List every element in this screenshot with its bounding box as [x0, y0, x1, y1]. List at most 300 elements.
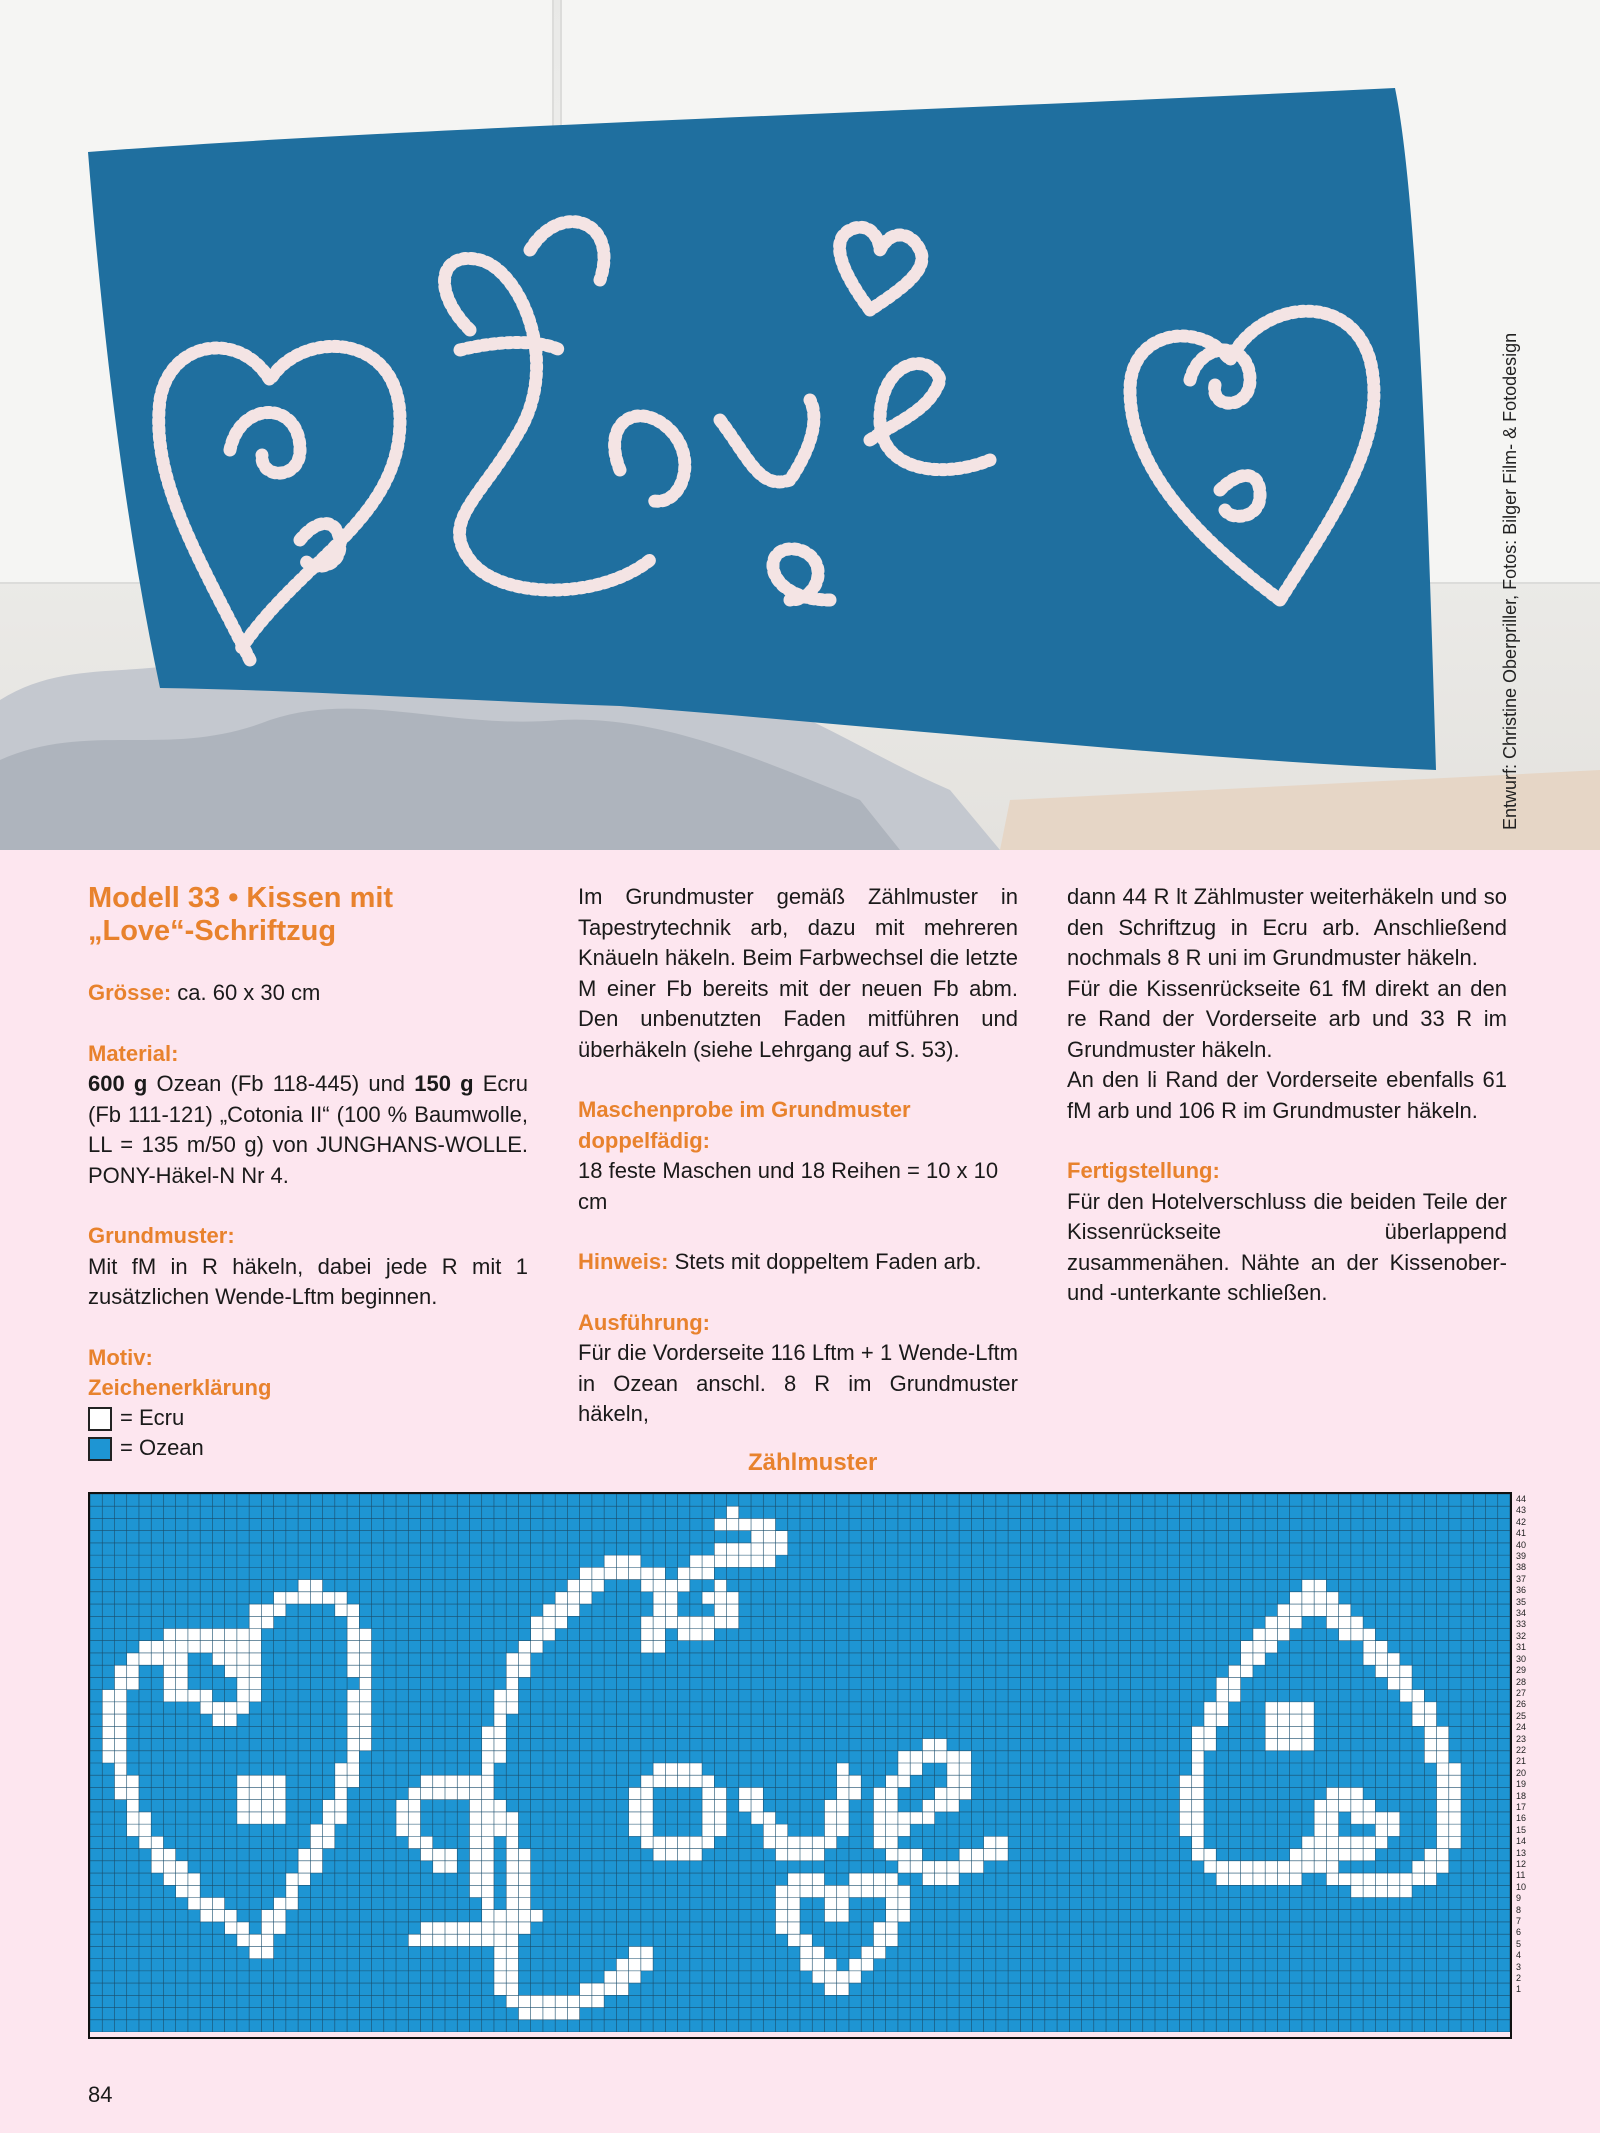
ecru-stitch — [445, 1934, 457, 1946]
ecru-stitch — [469, 1775, 481, 1787]
ecru-stitch — [261, 1910, 273, 1922]
ecru-stitch — [1277, 1861, 1289, 1873]
legend-heading: Zeichenerklärung — [88, 1375, 272, 1400]
ecru-stitch — [225, 1922, 237, 1934]
pillow-photo — [0, 0, 1600, 850]
ecru-stitch — [837, 1983, 849, 1995]
ecru-stitch — [922, 1800, 934, 1812]
ecru-stitch — [959, 1861, 971, 1873]
grundmuster-text: Mit fM in R häkeln, dabei jede R mit 1 zusätzlichen Wende-Lftm beginnen. — [88, 1253, 528, 1309]
ecru-stitch — [518, 1910, 530, 1922]
ecru-stitch — [873, 1873, 885, 1885]
ecru-stitch — [567, 1995, 579, 2007]
ecru-stitch — [837, 1800, 849, 1812]
ecru-stitch — [702, 1555, 714, 1567]
ecru-stitch — [727, 1604, 739, 1616]
ecru-stitch — [114, 1775, 126, 1787]
ecru-stitch — [1228, 1665, 1240, 1677]
ecru-stitch — [714, 1824, 726, 1836]
ecru-stitch — [751, 1812, 763, 1824]
ecru-stitch — [506, 1836, 518, 1848]
ecru-stitch — [678, 1616, 690, 1628]
ecru-stitch — [249, 1604, 261, 1616]
ecru-stitch — [641, 1787, 653, 1799]
ecru-stitch — [469, 1922, 481, 1934]
ecru-stitch — [653, 1849, 665, 1861]
ecru-stitch — [616, 1983, 628, 1995]
ecru-stitch — [824, 1800, 836, 1812]
ecru-stitch — [702, 1812, 714, 1824]
ecru-stitch — [506, 1946, 518, 1958]
ecru-stitch — [1204, 1714, 1216, 1726]
ecru-stitch — [616, 1959, 628, 1971]
ecru-stitch — [1326, 1849, 1338, 1861]
ecru-stitch — [494, 1702, 506, 1714]
ecru-stitch — [469, 1812, 481, 1824]
ecru-stitch — [274, 1592, 286, 1604]
ecru-stitch — [1290, 1616, 1302, 1628]
ecru-stitch — [959, 1763, 971, 1775]
ecru-stitch — [1326, 1592, 1338, 1604]
ecru-stitch — [922, 1873, 934, 1885]
ecru-stitch — [984, 1849, 996, 1861]
ecru-stitch — [690, 1763, 702, 1775]
ecru-stitch — [163, 1690, 175, 1702]
ecru-stitch — [1290, 1702, 1302, 1714]
ecru-stitch — [163, 1653, 175, 1665]
ecru-stitch — [1437, 1812, 1449, 1824]
row-number: 3 — [1516, 1961, 1522, 1972]
ecru-stitch — [898, 1885, 910, 1897]
ecru-stitch — [555, 1604, 567, 1616]
ecru-stitch — [714, 1812, 726, 1824]
ecru-stitch — [629, 1567, 641, 1579]
ecru-stitch — [1302, 1861, 1314, 1873]
ecru-stitch — [151, 1861, 163, 1873]
ecru-stitch — [849, 1959, 861, 1971]
ecru-stitch — [1449, 1824, 1461, 1836]
ecru-stitch — [800, 1959, 812, 1971]
ecru-stitch — [1326, 1787, 1338, 1799]
ecru-stitch — [286, 1885, 298, 1897]
ecru-stitch — [494, 1959, 506, 1971]
ecru-stitch — [506, 1861, 518, 1873]
ecru-stitch — [249, 1690, 261, 1702]
ecru-stitch — [616, 1555, 628, 1567]
ecru-stitch — [261, 1922, 273, 1934]
legend-ecru-label: = Ecru — [120, 1405, 185, 1431]
ecru-stitch — [469, 1787, 481, 1799]
ecru-stitch — [310, 1836, 322, 1848]
ecru-stitch — [812, 1971, 824, 1983]
ecru-stitch — [1363, 1849, 1375, 1861]
ecru-stitch — [837, 1885, 849, 1897]
ecru-stitch — [225, 1641, 237, 1653]
execution-heading: Ausführung: — [578, 1309, 710, 1335]
ecru-stitch — [359, 1677, 371, 1689]
ecru-stitch — [1351, 1849, 1363, 1861]
ecru-stitch — [861, 1873, 873, 1885]
ecru-stitch — [396, 1812, 408, 1824]
ecru-stitch — [1339, 1616, 1351, 1628]
ecru-stitch — [1375, 1885, 1387, 1897]
ecru-stitch — [800, 1946, 812, 1958]
back-right-text: Für die Kissenrückseite 61 fM direkt an den re Rand der Vorderseite arb und 33 R im Grundmuster häkeln. — [1067, 975, 1507, 1062]
ecru-stitch — [763, 1555, 775, 1567]
ecru-stitch — [1351, 1800, 1363, 1812]
ecru-stitch — [873, 1836, 885, 1848]
ecru-stitch — [494, 1922, 506, 1934]
ecru-stitch — [714, 1592, 726, 1604]
ecru-stitch — [347, 1763, 359, 1775]
ecru-stitch — [176, 1873, 188, 1885]
ecru-stitch — [1326, 1812, 1338, 1824]
size-line — [88, 978, 528, 1009]
ecru-stitch — [873, 1824, 885, 1836]
ecru-stitch — [274, 1812, 286, 1824]
ecru-stitch — [359, 1714, 371, 1726]
ecru-stitch — [347, 1641, 359, 1653]
ecru-stitch — [1216, 1702, 1228, 1714]
ecru-stitch — [776, 1531, 788, 1543]
ecru-stitch — [1302, 1702, 1314, 1714]
ecru-stitch — [788, 1836, 800, 1848]
ecru-stitch — [837, 1812, 849, 1824]
ecru-stitch — [1351, 1885, 1363, 1897]
ecru-stitch — [421, 1787, 433, 1799]
ecru-stitch — [102, 1690, 114, 1702]
ecru-stitch — [237, 1775, 249, 1787]
ecru-stitch — [225, 1714, 237, 1726]
ecru-stitch — [261, 1812, 273, 1824]
ecru-stitch — [176, 1629, 188, 1641]
ecru-stitch — [1302, 1592, 1314, 1604]
ecru-stitch — [641, 1567, 653, 1579]
ecru-stitch — [629, 1787, 641, 1799]
ecru-stitch — [506, 1910, 518, 1922]
ecru-stitch — [1302, 1604, 1314, 1616]
ecru-stitch — [1192, 1812, 1204, 1824]
row-number: 25 — [1516, 1710, 1527, 1721]
ecru-stitch — [763, 1543, 775, 1555]
ecru-stitch — [1400, 1873, 1412, 1885]
ecru-stitch — [1437, 1849, 1449, 1861]
ecru-stitch — [249, 1787, 261, 1799]
ecru-stitch — [200, 1702, 212, 1714]
ecru-stitch — [800, 1934, 812, 1946]
ecru-stitch — [702, 1629, 714, 1641]
ecru-stitch — [824, 1910, 836, 1922]
ecru-stitch — [714, 1580, 726, 1592]
ecru-stitch — [837, 1971, 849, 1983]
ecru-stitch — [518, 1922, 530, 1934]
material-text-1: Ozean (Fb 118-445) und — [147, 1071, 415, 1096]
ecru-stitch — [1277, 1702, 1289, 1714]
ecru-stitch — [1437, 1800, 1449, 1812]
ecru-stitch — [849, 1787, 861, 1799]
ecru-stitch — [1339, 1787, 1351, 1799]
ecru-stitch — [1375, 1873, 1387, 1885]
ecru-stitch — [506, 1824, 518, 1836]
ecru-stitch — [641, 1616, 653, 1628]
column-2 — [578, 882, 1018, 1430]
ecru-stitch — [959, 1751, 971, 1763]
ecru-stitch — [249, 1775, 261, 1787]
ecru-stitch — [776, 1849, 788, 1861]
ecru-stitch — [114, 1714, 126, 1726]
ecru-stitch — [751, 1787, 763, 1799]
ecru-stitch — [1412, 1873, 1424, 1885]
chart-title: Zählmuster — [748, 1449, 878, 1476]
ecru-stitch — [849, 1873, 861, 1885]
ecru-stitch — [812, 1959, 824, 1971]
ecru-stitch — [1290, 1592, 1302, 1604]
ecru-stitch — [200, 1641, 212, 1653]
ecru-stitch — [506, 1995, 518, 2007]
ecru-stitch — [935, 1800, 947, 1812]
ecru-stitch — [886, 1812, 898, 1824]
ecru-stitch — [910, 1763, 922, 1775]
row-number: 22 — [1516, 1744, 1527, 1755]
row-number: 6 — [1516, 1927, 1522, 1938]
ecru-stitch — [1363, 1629, 1375, 1641]
stitch-chart-grid — [90, 1494, 1510, 2032]
row-number: 8 — [1516, 1904, 1522, 1915]
ecru-stitch — [1302, 1580, 1314, 1592]
ecru-stitch — [629, 1800, 641, 1812]
ecru-stitch — [1216, 1873, 1228, 1885]
ecru-stitch — [469, 1836, 481, 1848]
ecru-stitch — [1314, 1861, 1326, 1873]
ecru-stitch — [1437, 1775, 1449, 1787]
ecru-stitch — [1351, 1787, 1363, 1799]
ecru-stitch — [751, 1800, 763, 1812]
ecru-stitch — [886, 1873, 898, 1885]
ecru-stitch — [237, 1934, 249, 1946]
ecru-stitch — [237, 1677, 249, 1689]
material-text — [88, 1069, 528, 1191]
ecru-stitch — [114, 1665, 126, 1677]
ecru-stitch — [1449, 1787, 1461, 1799]
ecru-stitch — [837, 1898, 849, 1910]
ecru-stitch — [543, 1604, 555, 1616]
ecru-stitch — [494, 1714, 506, 1726]
ecru-stitch — [237, 1787, 249, 1799]
ecru-stitch — [837, 1824, 849, 1836]
ecru-stitch — [1192, 1751, 1204, 1763]
ecru-stitch — [947, 1775, 959, 1787]
ecru-stitch — [641, 1824, 653, 1836]
ecru-stitch — [1216, 1690, 1228, 1702]
title-line-2: „Love“-Schriftzug — [88, 915, 337, 947]
ecru-stitch — [114, 1787, 126, 1799]
ecru-stitch — [506, 1971, 518, 1983]
ecru-stitch — [274, 1775, 286, 1787]
ecru-stitch — [359, 1665, 371, 1677]
ecru-stitch — [408, 1787, 420, 1799]
ecru-stitch — [1314, 1836, 1326, 1848]
ecru-stitch — [1375, 1641, 1387, 1653]
ecru-stitch — [237, 1812, 249, 1824]
ecru-stitch — [445, 1775, 457, 1787]
ecru-stitch — [1290, 1861, 1302, 1873]
row-number: 29 — [1516, 1665, 1527, 1676]
ecru-stitch — [1314, 1812, 1326, 1824]
ecru-stitch — [200, 1898, 212, 1910]
ecru-stitch — [763, 1518, 775, 1530]
ecru-stitch — [1437, 1824, 1449, 1836]
ecru-stitch — [212, 1641, 224, 1653]
ecru-stitch — [1363, 1800, 1375, 1812]
ecru-stitch — [518, 1861, 530, 1873]
ecru-stitch — [261, 1616, 273, 1628]
ecru-stitch — [127, 1812, 139, 1824]
row-number: 35 — [1516, 1596, 1527, 1607]
ecru-stitch — [518, 2008, 530, 2020]
ecru-stitch — [788, 1849, 800, 1861]
ecru-stitch — [849, 1971, 861, 1983]
ecru-stitch — [1179, 1787, 1191, 1799]
ecru-stitch — [580, 1983, 592, 1995]
ecru-stitch — [1375, 1836, 1387, 1848]
ecru-stitch — [567, 1580, 579, 1592]
ecru-stitch — [225, 1702, 237, 1714]
ecru-stitch — [886, 1934, 898, 1946]
ecru-stitch — [1424, 1739, 1436, 1751]
row-number: 11 — [1516, 1870, 1526, 1881]
ecru-stitch — [469, 1885, 481, 1897]
ecru-stitch — [212, 1898, 224, 1910]
ecru-stitch — [225, 1910, 237, 1922]
ecru-stitch — [433, 1934, 445, 1946]
hint-label: Hinweis: — [578, 1249, 669, 1274]
ecru-stitch — [261, 1604, 273, 1616]
ecru-stitch — [653, 1775, 665, 1787]
ecru-stitch — [494, 1910, 506, 1922]
ecru-stitch — [225, 1653, 237, 1665]
ecru-stitch — [580, 1567, 592, 1579]
ecru-stitch — [641, 1959, 653, 1971]
ecru-stitch — [678, 1775, 690, 1787]
ecru-stitch — [641, 1836, 653, 1848]
ecru-stitch — [494, 1800, 506, 1812]
ecru-stitch — [531, 1641, 543, 1653]
ecru-stitch — [286, 1873, 298, 1885]
legend-ecru — [88, 1404, 528, 1434]
ozean-swatch — [88, 1437, 112, 1461]
ecru-stitch — [580, 1580, 592, 1592]
ecru-stitch — [702, 1800, 714, 1812]
ecru-stitch — [898, 1763, 910, 1775]
ecru-stitch — [1326, 1800, 1338, 1812]
ecru-stitch — [1228, 1677, 1240, 1689]
ecru-stitch — [1314, 1604, 1326, 1616]
ecru-stitch — [506, 1959, 518, 1971]
ecru-stitch — [1277, 1629, 1289, 1641]
ecru-stitch — [1314, 1800, 1326, 1812]
ecru-stitch — [910, 1861, 922, 1873]
ecru-stitch — [898, 1812, 910, 1824]
ecru-stitch — [127, 1653, 139, 1665]
ecru-stitch — [1412, 1861, 1424, 1873]
ecru-stitch — [237, 1922, 249, 1934]
ecru-stitch — [163, 1861, 175, 1873]
ecru-stitch — [678, 1580, 690, 1592]
ecru-stitch — [1265, 1629, 1277, 1641]
ecru-stitch — [1277, 1714, 1289, 1726]
ecru-stitch — [335, 1592, 347, 1604]
ecru-stitch — [1228, 1690, 1240, 1702]
ecru-stitch — [518, 1641, 530, 1653]
row-number: 36 — [1516, 1585, 1527, 1596]
material-text-2: Ecru (Fb 111-121) „Cotonia II“ (100 % Baumwolle, LL = 135 m/50 g) von JUNGHANS-WOLLE. PONY-Häkel-N Nr 4. — [88, 1071, 528, 1188]
ecru-stitch — [1241, 1641, 1253, 1653]
ecru-stitch — [653, 1580, 665, 1592]
ecru-stitch — [898, 1861, 910, 1873]
ecru-stitch — [482, 1824, 494, 1836]
ecru-stitch — [1314, 1592, 1326, 1604]
ecru-stitch — [567, 1604, 579, 1616]
ecru-stitch — [1228, 1873, 1240, 1885]
ecru-stitch — [127, 1787, 139, 1799]
ecru-stitch — [873, 1922, 885, 1934]
ecru-stitch — [1400, 1690, 1412, 1702]
ecru-stitch — [237, 1629, 249, 1641]
ecru-stitch — [555, 1592, 567, 1604]
ecru-stitch — [1412, 1702, 1424, 1714]
ecru-stitch — [824, 1983, 836, 1995]
ecru-stitch — [1424, 1873, 1436, 1885]
row-number: 14 — [1516, 1836, 1527, 1847]
ecru-stitch — [237, 1641, 249, 1653]
ecru-stitch — [665, 1580, 677, 1592]
ecru-stitch — [482, 1787, 494, 1799]
ecru-stitch — [567, 2008, 579, 2020]
ecru-stitch — [1388, 1812, 1400, 1824]
ecru-stitch — [653, 1616, 665, 1628]
ecru-stitch — [1351, 1629, 1363, 1641]
ecru-stitch — [678, 1629, 690, 1641]
ecru-stitch — [959, 1787, 971, 1799]
ecru-stitch — [861, 1885, 873, 1897]
ecru-stitch — [433, 1787, 445, 1799]
tapestry-text: Im Grundmuster gemäß Zählmuster in Tapestrytechnik arb, dazu mit mehreren Knäueln häkeln. Beim Farbwechsel die letzte M einer Fb bereits mit der neuen Fb abm. Den unbenutzten Faden mitführen und überhäkeln (siehe Lehrgang auf S. 53). — [578, 884, 1018, 1062]
ecru-stitch — [1339, 1836, 1351, 1848]
ecru-stitch — [702, 1616, 714, 1628]
ecru-stitch — [347, 1604, 359, 1616]
ecru-stitch — [1424, 1751, 1436, 1763]
ecru-stitch — [641, 1580, 653, 1592]
ecru-stitch — [714, 1518, 726, 1530]
ecru-stitch — [935, 1751, 947, 1763]
ecru-stitch — [298, 1592, 310, 1604]
ecru-stitch — [984, 1836, 996, 1848]
ecru-stitch — [898, 1751, 910, 1763]
ecru-stitch — [653, 1604, 665, 1616]
ecru-stitch — [629, 1555, 641, 1567]
ecru-stitch — [1216, 1714, 1228, 1726]
ecru-stitch — [665, 1592, 677, 1604]
ecru-stitch — [812, 1885, 824, 1897]
ecru-stitch — [837, 1763, 849, 1775]
row-number: 9 — [1516, 1893, 1522, 1904]
ecru-stitch — [274, 1787, 286, 1799]
ecru-stitch — [1437, 1726, 1449, 1738]
ecru-stitch — [886, 1910, 898, 1922]
ecru-stitch — [1277, 1604, 1289, 1616]
ecru-stitch — [261, 1775, 273, 1787]
ecru-stitch — [114, 1726, 126, 1738]
